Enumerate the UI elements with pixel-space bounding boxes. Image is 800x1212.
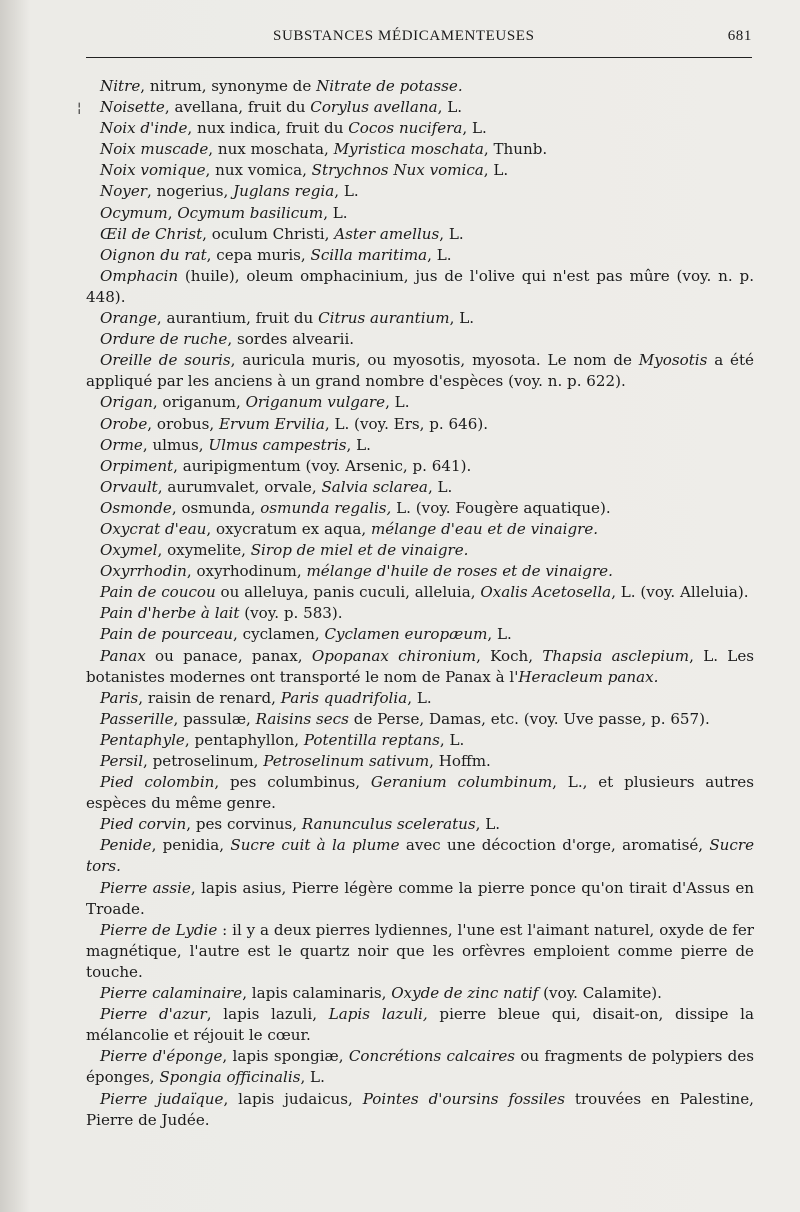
entry-text: ou panace, panax,: [145, 646, 312, 665]
entry-text: , lapis spongiæ,: [222, 1047, 349, 1066]
entry-italic-text: Myristica moschata: [333, 140, 484, 159]
entry-text: (voy. p. 583).: [239, 604, 343, 623]
entry-italic-text: Ordure de ruche: [100, 330, 228, 349]
glossary-entry: [86, 624, 754, 645]
glossary-entry: [86, 540, 754, 561]
glossary-entry: [86, 414, 754, 435]
entry-text: , oxymelite,: [157, 541, 251, 560]
glossary-entry: [86, 1004, 754, 1046]
entry-italic-text: Oxymel: [100, 541, 158, 560]
entry-italic-text: Concrétions calcaires: [348, 1047, 516, 1066]
entry-italic-text: Pointes d'oursins fossiles: [362, 1089, 565, 1108]
entry-text: , lapis calaminaris,: [242, 984, 392, 1003]
glossary-entry: [86, 266, 754, 308]
entry-italic-text: Cocos nucifera: [348, 119, 463, 138]
glossary-entry: [86, 329, 754, 350]
entry-text: , orobus,: [147, 414, 219, 433]
glossary-entry: [86, 835, 754, 877]
entry-text: L. (voy. Fougère aquatique).: [391, 498, 611, 517]
entry-italic-text: Nitrate de potasse.: [316, 77, 463, 95]
entry-italic-text: Noyer: [100, 182, 147, 201]
entry-italic-text: Origanum vulgare: [245, 393, 386, 412]
entry-text: , nux moschata,: [208, 140, 334, 159]
entry-text: , L.: [439, 224, 464, 243]
entry-text: , L.: [346, 435, 371, 454]
entry-text: ou alleluya, panis cuculi, alleluia,: [215, 583, 481, 602]
entry-italic-text: Oreille de souris: [100, 351, 231, 370]
entry-italic-text: Corylus avellana: [310, 98, 438, 117]
entry-text: , petroselinum,: [143, 752, 264, 770]
glossary-entry: [86, 245, 754, 266]
entry-text: , lapis judaicus,: [223, 1089, 363, 1108]
entry-italic-text: Ranunculus sceleratus: [301, 815, 476, 834]
glossary-entry: [86, 582, 754, 603]
glossary-entry: [86, 477, 754, 498]
entry-text: , L.: [300, 1068, 325, 1087]
entry-text: , penidia,: [151, 836, 231, 855]
entry-italic-text: Paris: [100, 688, 139, 707]
entry-italic-text: Sucre tors.: [86, 836, 755, 876]
entry-text: a été appliqué par les anciens à un grand nombre d'espèces (voy. n. p. 622).: [86, 351, 754, 391]
entry-italic-text: Omphacin: [100, 266, 179, 285]
entry-text: , aurumvalet, orvale,: [157, 477, 322, 496]
entry-text: pierre bleue qui, disait-on, dissipe la mélancolie et réjouit le cœur.: [86, 1005, 755, 1045]
entry-text: , aurantium, fruit du: [156, 309, 319, 328]
entry-italic-text: Orobe: [100, 414, 148, 433]
entry-text: ,: [167, 203, 178, 222]
entry-text: (huile), oleum omphacinium, jus de l'olive qui n'est pas mûre (voy. n. p. 448).: [86, 266, 754, 306]
entry-text: , Hoffm.: [429, 752, 491, 770]
entry-italic-text: Noix muscade: [100, 140, 209, 159]
entry-text: , osmunda,: [171, 498, 261, 517]
margin-mark: ¦: [77, 101, 82, 116]
entry-italic-text: Pierre assie: [100, 878, 191, 897]
glossary-entry: [86, 203, 754, 224]
glossary-entry: [86, 1089, 754, 1131]
glossary-entry: [86, 688, 754, 709]
entry-text: , origanum,: [152, 393, 246, 412]
entry-italic-text: osmunda regalis,: [260, 498, 392, 517]
page-number: 681: [727, 28, 752, 44]
entry-text: , L.: [475, 815, 501, 834]
glossary-entry: [86, 456, 754, 477]
glossary-entry: [86, 603, 754, 624]
glossary-entry: [86, 139, 754, 160]
entry-italic-text: Ulmus campestris: [208, 435, 347, 454]
entry-text: , L.: [462, 119, 487, 138]
entry-italic-text: Oxalis Acetosella: [480, 583, 612, 602]
glossary-entry: [86, 1046, 754, 1088]
glossary-entry: [86, 308, 754, 329]
entry-italic-text: Potentilla reptans: [303, 730, 440, 749]
entry-text: , Thunb.: [483, 140, 548, 159]
entry-italic-text: Pentaphyle: [100, 730, 185, 749]
entry-italic-text: Thapsia asclepium: [542, 646, 690, 665]
entry-text: , oxycratum ex aqua,: [206, 519, 371, 538]
entry-text: : il y a deux pierres lydiennes, l'une est l'aimant naturel, oxyde de fer magnétique, l'autre est le quartz noir que les orfèvres emploient comme pierre de touche.: [86, 920, 754, 981]
entry-text: , nitrum, synonyme de: [140, 77, 317, 95]
glossary-entry: [86, 561, 754, 582]
entry-text: , L.: [449, 309, 475, 328]
entry-text: , nux vomica,: [205, 161, 312, 180]
glossary-entry: [86, 814, 754, 835]
entry-italic-text: Paris quadrifolia: [280, 688, 408, 707]
entry-italic-text: Oxyde de zinc natif: [391, 984, 539, 1003]
entry-italic-text: Pain d'herbe à lait: [100, 604, 240, 623]
entry-text: , L. (voy. Alleluia).: [611, 583, 749, 602]
header-rule: [86, 57, 752, 58]
glossary-entry: [86, 97, 754, 118]
entry-italic-text: Noix vomique: [100, 161, 206, 180]
entry-italic-text: Pied colombin: [100, 773, 215, 792]
entry-italic-text: Noisette: [100, 98, 165, 117]
glossary-entry: [86, 498, 754, 519]
glossary-entry: [86, 118, 754, 139]
entry-italic-text: Orme: [100, 435, 143, 454]
entry-text: , L.: [437, 98, 463, 117]
glossary-entry: [86, 350, 754, 392]
entry-text: de Perse, Damas, etc. (voy. Uve passe, p. 657).: [348, 709, 710, 728]
entry-text: (voy. Calamite).: [538, 984, 662, 1003]
entry-italic-text: Persil: [100, 752, 144, 770]
glossary-entry: [86, 709, 754, 730]
entry-italic-text: Œil de Christ: [100, 224, 203, 243]
entry-italic-text: mélange d'eau et de vinaigre.: [370, 519, 599, 538]
entry-text: , L.: [385, 393, 410, 412]
glossary-entry: [86, 878, 754, 920]
entry-text: , raisin de renard,: [138, 688, 281, 707]
entry-italic-text: Sucre cuit à la plume: [230, 836, 400, 855]
entry-italic-text: Geranium columbinum: [370, 773, 553, 792]
entry-text: , auripigmentum (voy. Arsenic, p. 641).: [173, 456, 472, 475]
entry-text: , pentaphyllon,: [184, 730, 304, 749]
entry-text: , pes columbinus,: [214, 773, 371, 792]
entry-italic-text: Noix d'inde: [100, 119, 188, 138]
entry-text: , lapis lazuli,: [206, 1005, 329, 1024]
entry-italic-text: Citrus aurantium: [318, 309, 450, 328]
entry-text: , L.: [334, 182, 359, 201]
entry-italic-text: Osmonde: [100, 498, 172, 517]
entry-text: , L.: [427, 245, 452, 264]
entry-italic-text: Orange: [100, 309, 157, 328]
entry-italic-text: Penide: [100, 836, 152, 855]
entry-italic-text: Nitre: [100, 77, 141, 95]
entry-italic-text: Pierre de Lydie: [100, 920, 218, 939]
entry-text: , sordes alvearii.: [227, 330, 355, 349]
entry-text: , passulæ,: [173, 709, 256, 728]
entry-text: , cepa muris,: [206, 245, 311, 264]
entry-text: , auricula muris, ou myosotis, myosota. Le nom de: [230, 351, 639, 370]
entry-text: , oxyrhodinum,: [186, 562, 307, 581]
entry-text: , L. (voy. Ers, p. 646).: [324, 414, 489, 433]
entry-italic-text: Ocymum basilicum: [177, 203, 324, 222]
entry-italic-text: Ocymum: [100, 203, 168, 222]
running-title: SUBSTANCES MÉDICAMENTEUSES: [273, 28, 535, 44]
entry-italic-text: Heracleum panax.: [518, 667, 659, 686]
entry-text: , L.: [427, 477, 453, 496]
entry-text: , nux indica, fruit du: [187, 119, 349, 138]
entry-italic-text: Oignon du rat: [100, 245, 207, 264]
entry-italic-text: mélange d'huile de roses et de vinaigre.: [306, 562, 613, 581]
entry-text: , ulmus,: [142, 435, 209, 454]
entry-italic-text: Scilla maritima: [310, 245, 428, 264]
entry-text: trouvées en Palestine, Pierre de Judée.: [86, 1089, 754, 1129]
entry-text: , L.: [487, 625, 512, 644]
entry-italic-text: Pain de pourceau: [100, 625, 234, 644]
entry-italic-text: Petroselinum sativum: [263, 752, 430, 770]
entry-text: , L. Les botanistes modernes ont transporté le nom de Panax à l': [86, 646, 754, 686]
glossary-entry: [86, 730, 754, 751]
entry-italic-text: Ervum Ervilia: [219, 414, 325, 433]
entry-italic-text: Sirop de miel et de vinaigre.: [250, 541, 469, 560]
entry-text: , lapis asius, Pierre légère comme la pierre ponce qu'on tirait d'Assus en Troade.: [86, 878, 755, 918]
entry-italic-text: Oxyrrhodin: [100, 562, 187, 581]
entry-text: , L., et plusieurs autres espèces du même genre.: [86, 773, 754, 813]
entry-text: , L.: [323, 203, 348, 222]
entry-text: , nogerius,: [146, 182, 234, 201]
entry-italic-text: Pain de coucou: [100, 583, 216, 602]
entry-italic-text: Spongia officinalis: [159, 1068, 301, 1087]
glossary-entry: [86, 920, 754, 983]
entry-italic-text: Orpiment: [100, 456, 174, 475]
entry-italic-text: Pierre calaminaire: [100, 984, 243, 1003]
entry-text: ou fragments de polypiers des éponges,: [86, 1047, 754, 1087]
entry-italic-text: Pierre d'azur: [100, 1005, 207, 1024]
entry-italic-text: Strychnos Nux vomica: [311, 161, 484, 180]
glossary-entry: [86, 646, 754, 688]
entry-italic-text: Origan: [100, 393, 153, 412]
glossary-entry: [86, 160, 754, 181]
entry-text: , L.: [483, 161, 509, 180]
entry-italic-text: Panax: [100, 646, 146, 665]
entry-italic-text: Pied corvin: [100, 815, 187, 834]
glossary-body: [86, 76, 754, 1131]
entry-italic-text: Pierre judaïque: [100, 1089, 224, 1108]
glossary-entry: [86, 983, 754, 1004]
entry-italic-text: Orvault: [100, 477, 158, 496]
entry-text: , pes corvinus,: [186, 815, 302, 834]
entry-text: , cyclamen,: [233, 625, 325, 644]
entry-text: , avellana, fruit du: [164, 98, 311, 117]
entry-text: , L.: [439, 730, 465, 749]
glossary-entry: [86, 751, 754, 772]
glossary-entry: [86, 224, 754, 245]
entry-italic-text: Lapis lazuli,: [328, 1005, 428, 1024]
entry-italic-text: Oxycrat d'eau: [100, 519, 207, 538]
entry-italic-text: Salvia sclarea: [321, 477, 428, 496]
entry-italic-text: Aster amellus: [334, 224, 440, 243]
entry-italic-text: Cyclamen europæum: [324, 625, 488, 644]
entry-text: avec une décoction d'orge, aromatisé,: [399, 836, 710, 855]
entry-italic-text: Pierre d'éponge: [100, 1047, 223, 1066]
entry-text: , L.: [407, 688, 432, 707]
entry-italic-text: Juglans regia: [233, 182, 335, 201]
entry-italic-text: Raisins secs: [255, 709, 349, 728]
entry-italic-text: Passerille: [100, 709, 174, 728]
glossary-entry: [86, 435, 754, 456]
glossary-entry: [86, 772, 754, 814]
glossary-entry: [86, 181, 754, 202]
glossary-entry: [86, 519, 754, 540]
entry-italic-text: Myosotis: [638, 351, 708, 370]
glossary-entry: [86, 76, 754, 97]
glossary-entry: [86, 392, 754, 413]
entry-text: , Koch,: [476, 646, 543, 665]
entry-italic-text: Opopanax chironium: [311, 646, 477, 665]
entry-text: , oculum Christi,: [202, 224, 335, 243]
